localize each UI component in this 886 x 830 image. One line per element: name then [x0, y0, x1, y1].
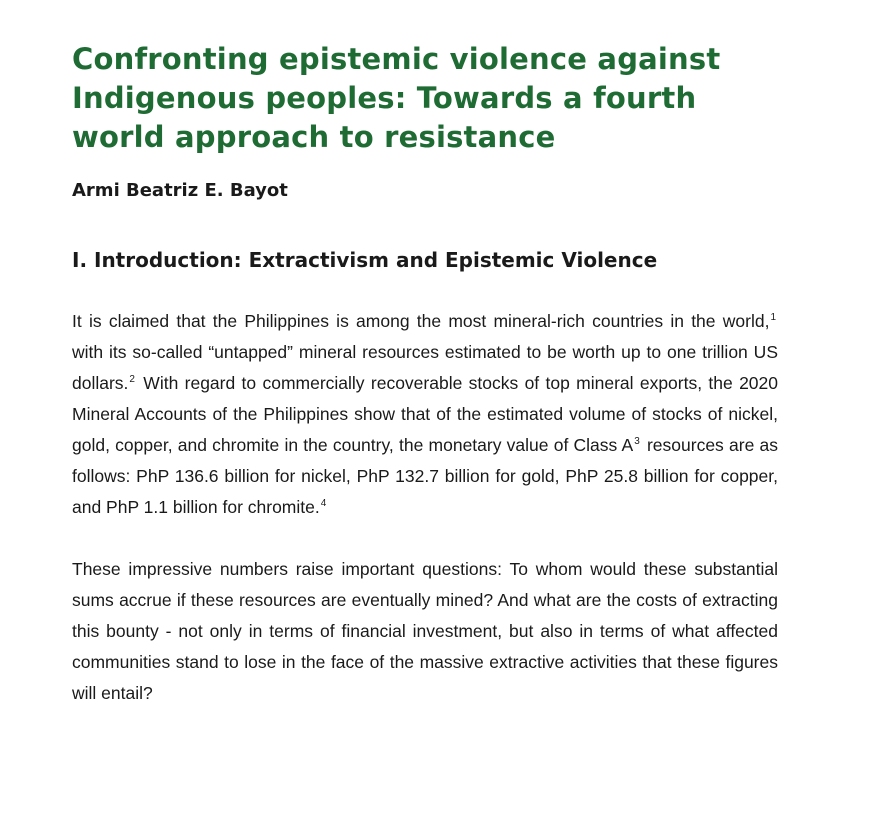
paragraph-intro-sentence-3: With regard to commercially recoverable stocks of top mineral exports, the 2020 Mineral Accounts of the Philippines show that of the estimated volume of stocks of nickel, gold, copper, and chromite in the country, the monetary value of Class A	[72, 373, 778, 455]
paragraph-intro-sentence-2: with its so-called “untapped” mineral resources estimated to be worth up to one trillion US dollars.	[72, 342, 778, 393]
article-author: Armi Beatriz E. Bayot	[72, 180, 288, 201]
paragraph-intro-sentence-4: resources are as follows: PhP 136.6 billion for nickel, PhP 132.7 billion for gold, PhP 25.8 billion for copper, and PhP 1.1 billion for chromite.	[72, 435, 778, 517]
paragraph-intro-sentence-1: It is claimed that the Philippines is among the most mineral-rich countries in the world,	[72, 311, 770, 331]
paragraph-intro	[72, 306, 778, 523]
footnote-ref-4[interactable]: 4	[320, 498, 327, 510]
footnote-ref-3[interactable]: 3	[634, 436, 640, 448]
article-title: Confronting epistemic violence against Indigenous peoples: Towards a fourth world approach to resistance	[72, 42, 721, 154]
footnote-ref-2[interactable]: 2	[129, 374, 135, 386]
article-page	[72, 40, 778, 709]
paragraph-questions: These impressive numbers raise important questions: To whom would these substantial sums accrue if these resources are eventually mined? And what are the costs of extracting this bounty - not only in terms of financial investment, but also in terms of what affected communities stand to lose in the face of the massive extractive activities that these figures will entail?	[72, 559, 778, 703]
footnote-ref-1[interactable]: 1	[770, 312, 776, 324]
section-heading: I. Introduction: Extractivism and Epistemic Violence	[72, 248, 658, 272]
